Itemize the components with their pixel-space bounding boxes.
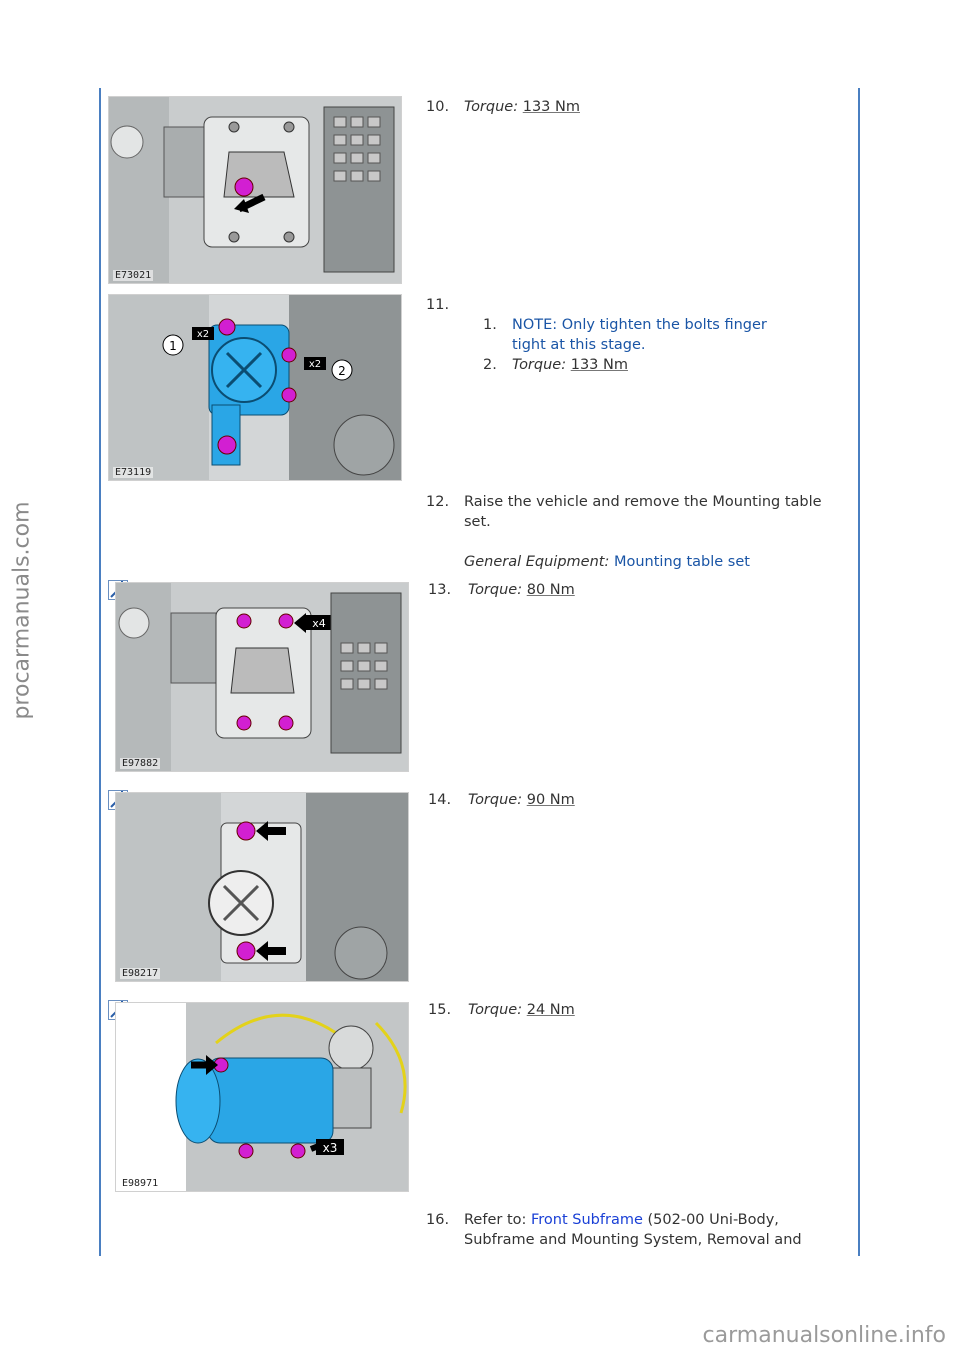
substep-number: 1. [483,317,497,333]
torque-label: Torque: [512,357,567,373]
multiplier-label: x2 [308,359,322,370]
callout-1: 1 [169,339,177,353]
step-12 [426,492,851,576]
torque-value: 133 Nm [570,357,628,373]
refer-to-label: Refer to: [464,1212,527,1228]
instruction-line-1: Raise the vehicle and remove the Mounting table [464,494,822,510]
instruction-line-2: set. [464,514,491,530]
figure-id: E98217 [122,968,159,979]
equipment-label: General Equipment: [464,554,610,570]
figure-engine-mount-bracket [108,294,402,481]
refer-to-line-2: Subframe and Mounting System, Removal and [464,1232,802,1248]
torque-label: Torque: [468,1002,523,1018]
note-line-2: tight at this stage. [512,337,646,353]
step-number: 15. [428,1002,452,1018]
figure-id: E97882 [122,758,159,769]
multiplier-label: x4 [312,617,326,630]
mount-two-bolts-illustration [116,793,408,981]
figure-engine-mount-top [108,96,402,284]
figure-id: E73021 [115,270,152,281]
mount-four-bolts-illustration [116,583,408,771]
step-16 [426,1210,851,1254]
torque-value: 80 Nm [526,582,575,598]
step-number: 13. [428,582,452,598]
note-line-1: NOTE: Only tighten the bolts finger [512,317,767,333]
engine-mount-bracket-illustration [109,295,401,480]
torque-value: 133 Nm [522,99,580,115]
step-11 [426,295,846,375]
ac-compressor-illustration [116,1003,408,1191]
figure-id: E73119 [115,467,152,478]
torque-label: Torque: [468,582,523,598]
substep-number: 2. [483,357,497,373]
left-border-line [99,88,101,1256]
side-watermark: procarmanuals.com [9,500,35,720]
engine-mount-illustration [109,97,401,283]
step-number: 11. [426,297,450,313]
front-subframe-link[interactable]: Front Subframe [531,1212,643,1228]
step-number: 12. [426,494,450,510]
figure-mount-four-bolts [115,582,409,772]
equipment-value: Mounting table set [613,554,750,570]
step-number: 14. [428,792,452,808]
step-number: 16. [426,1212,450,1228]
callout-2: 2 [338,364,346,378]
multiplier-label: x3 [322,1141,338,1155]
torque-value: 24 Nm [526,1002,575,1018]
right-border-line [858,88,860,1256]
figure-ac-compressor [115,1002,409,1192]
step-number: 10. [426,99,450,115]
bottom-watermark: carmanualsonline.info [702,1323,946,1348]
refer-to-suffix: (502-00 Uni-Body, [647,1212,779,1228]
multiplier-label: x2 [196,329,210,340]
torque-label: Torque: [464,99,519,115]
torque-label: Torque: [468,792,523,808]
figure-id: E98971 [122,1178,159,1189]
figure-mount-two-bolts [115,792,409,982]
torque-value: 90 Nm [526,792,575,808]
